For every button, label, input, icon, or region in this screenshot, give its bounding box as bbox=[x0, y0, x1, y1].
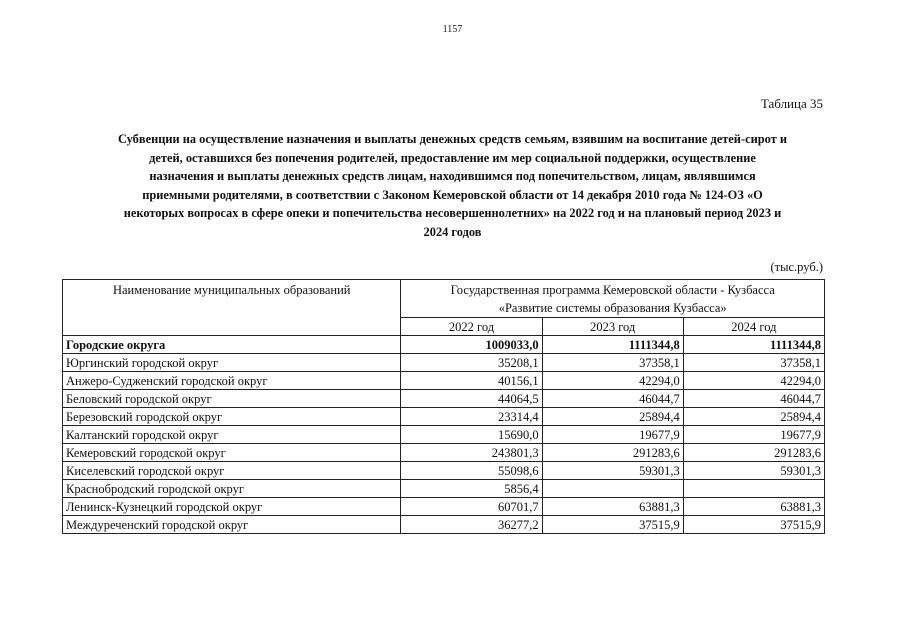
value-2024: 37358,1 bbox=[683, 354, 824, 372]
value-2024: 59301,3 bbox=[683, 462, 824, 480]
table-row bbox=[63, 480, 825, 498]
value-2024: 37515,9 bbox=[683, 516, 824, 534]
value-2022: 243801,3 bbox=[401, 444, 542, 462]
value-2023: 25894,4 bbox=[542, 408, 683, 426]
total-row bbox=[63, 336, 825, 354]
units-label: (тыс.руб.) bbox=[770, 260, 823, 274]
row-name: Анжеро-Судженский городской округ bbox=[63, 372, 401, 390]
value-2024: 1111344,8 bbox=[683, 336, 824, 354]
value-2022: 23314,4 bbox=[401, 408, 542, 426]
program-header-line: «Развитие системы образования Кузбасса» bbox=[498, 300, 727, 315]
table-header-row bbox=[63, 280, 825, 318]
value-2022: 15690,0 bbox=[401, 426, 542, 444]
document-title bbox=[70, 130, 835, 242]
table-row bbox=[63, 516, 825, 534]
value-2023: 63881,3 bbox=[542, 498, 683, 516]
title-line: 2024 годов bbox=[423, 224, 482, 239]
value-2024: 25894,4 bbox=[683, 408, 824, 426]
value-2023: 59301,3 bbox=[542, 462, 683, 480]
title-line: Субвенции на осуществление назначения и выплаты денежных средств семьям, взявшим на воспитание детей-сирот и bbox=[118, 132, 787, 146]
row-name: Киселевский городской округ bbox=[63, 462, 401, 480]
value-2022: 36277,2 bbox=[401, 516, 542, 534]
table-row bbox=[63, 354, 825, 372]
value-2024 bbox=[683, 480, 824, 498]
table-row bbox=[63, 390, 825, 408]
title-line: приемными родителями, в соответствии с Законом Кемеровской области от 14 декабря 2010 года № 124-ОЗ «О bbox=[142, 187, 763, 202]
value-2024: 46044,7 bbox=[683, 390, 824, 408]
value-2022: 40156,1 bbox=[401, 372, 542, 390]
value-2023 bbox=[542, 480, 683, 498]
value-2024: 19677,9 bbox=[683, 426, 824, 444]
table-row bbox=[63, 462, 825, 480]
value-2022: 55098,6 bbox=[401, 462, 542, 480]
value-2023: 37358,1 bbox=[542, 354, 683, 372]
row-name: Кемеровский городской округ bbox=[63, 444, 401, 462]
title-line: детей, оставшихся без попечения родителей, предоставление им мер социальной поддержки, осуществление bbox=[149, 150, 756, 165]
row-name: Городские округа bbox=[63, 336, 401, 354]
value-2022: 44064,5 bbox=[401, 390, 542, 408]
table-row bbox=[63, 426, 825, 444]
year-2023-header: 2023 год bbox=[542, 318, 683, 336]
program-column-header bbox=[401, 280, 825, 318]
value-2022: 1009033,0 bbox=[401, 336, 542, 354]
row-name: Ленинск-Кузнецкий городской округ bbox=[63, 498, 401, 516]
row-name: Березовский городской округ bbox=[63, 408, 401, 426]
table-row bbox=[63, 372, 825, 390]
value-2024: 63881,3 bbox=[683, 498, 824, 516]
row-name: Юргинский городской округ bbox=[63, 354, 401, 372]
table-row bbox=[63, 444, 825, 462]
year-2024-header: 2024 год bbox=[683, 318, 824, 336]
value-2023: 42294,0 bbox=[542, 372, 683, 390]
value-2022: 60701,7 bbox=[401, 498, 542, 516]
row-name: Краснобродский городской округ bbox=[63, 480, 401, 498]
page-number: 1157 bbox=[442, 24, 463, 35]
table-row bbox=[63, 498, 825, 516]
title-line: некоторых вопросах в сфере опеки и попечительства несовершеннолетних» на 2022 год и на плановый период 2023 и bbox=[123, 206, 782, 221]
value-2022: 5856,4 bbox=[401, 480, 542, 498]
value-2023: 291283,6 bbox=[542, 444, 683, 462]
municipality-column-header: Наименование муниципальных образований bbox=[63, 280, 401, 336]
program-header-line: Государственная программа Кемеровской области - Кузбасса bbox=[450, 282, 775, 297]
value-2023: 46044,7 bbox=[542, 390, 683, 408]
value-2023: 1111344,8 bbox=[542, 336, 683, 354]
row-name: Междуреченский городской округ bbox=[63, 516, 401, 534]
table-number-label: Таблица 35 bbox=[760, 96, 823, 111]
subsidy-table bbox=[62, 279, 825, 534]
value-2023: 37515,9 bbox=[542, 516, 683, 534]
title-line: назначения и выплаты денежных средств лицам, находившимся под попечительством, лицам, являвшимся bbox=[149, 169, 756, 184]
table-row bbox=[63, 408, 825, 426]
value-2022: 35208,1 bbox=[401, 354, 542, 372]
year-2022-header: 2022 год bbox=[401, 318, 542, 336]
value-2024: 291283,6 bbox=[683, 444, 824, 462]
row-name: Беловский городской округ bbox=[63, 390, 401, 408]
value-2023: 19677,9 bbox=[542, 426, 683, 444]
row-name: Калтанский городской округ bbox=[63, 426, 401, 444]
value-2024: 42294,0 bbox=[683, 372, 824, 390]
